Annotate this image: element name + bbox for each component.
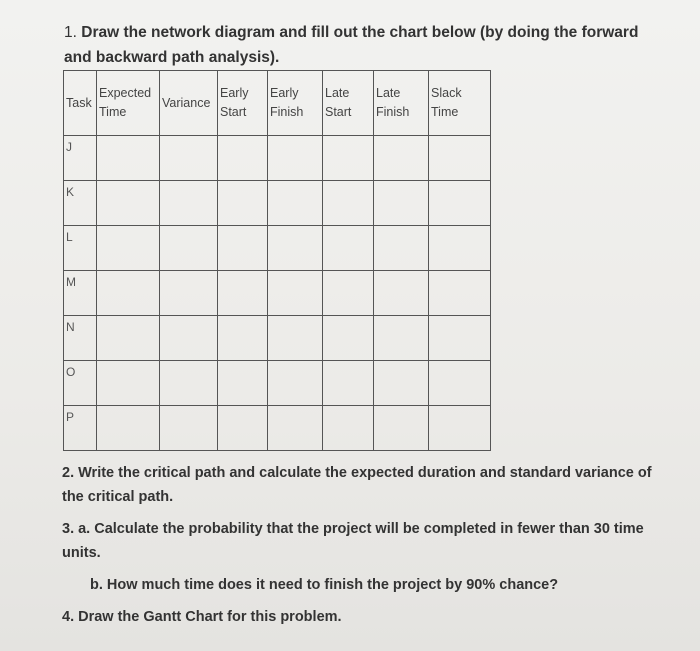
table-row bbox=[64, 271, 491, 316]
table-row bbox=[64, 406, 491, 451]
empty-cell bbox=[429, 226, 491, 271]
empty-cell bbox=[429, 406, 491, 451]
empty-cell bbox=[323, 136, 374, 181]
task-cell: K bbox=[64, 181, 97, 226]
empty-cell bbox=[160, 226, 218, 271]
empty-cell bbox=[429, 316, 491, 361]
empty-cell bbox=[218, 361, 268, 406]
table-header-row bbox=[64, 71, 491, 136]
question-1 bbox=[64, 20, 664, 70]
empty-cell bbox=[160, 406, 218, 451]
empty-cell bbox=[218, 406, 268, 451]
table-row bbox=[64, 136, 491, 181]
empty-cell bbox=[268, 136, 323, 181]
empty-cell bbox=[268, 406, 323, 451]
empty-cell bbox=[374, 316, 429, 361]
header-expected-time: Expected Time bbox=[97, 71, 160, 136]
empty-cell bbox=[160, 316, 218, 361]
empty-cell bbox=[268, 361, 323, 406]
empty-cell bbox=[323, 316, 374, 361]
empty-cell bbox=[97, 271, 160, 316]
header-slack-time: Slack Time bbox=[429, 71, 491, 136]
empty-cell bbox=[374, 136, 429, 181]
empty-cell bbox=[218, 136, 268, 181]
empty-cell bbox=[97, 361, 160, 406]
empty-cell bbox=[97, 136, 160, 181]
header-task: Task bbox=[64, 71, 97, 136]
empty-cell bbox=[97, 226, 160, 271]
empty-cell bbox=[218, 226, 268, 271]
empty-cell bbox=[218, 181, 268, 226]
question-3b: b. How much time does it need to finish the project by 90% chance? bbox=[90, 577, 559, 593]
task-cell: O bbox=[64, 361, 97, 406]
task-cell: M bbox=[64, 271, 97, 316]
empty-cell bbox=[374, 226, 429, 271]
empty-cell bbox=[268, 271, 323, 316]
empty-cell bbox=[218, 316, 268, 361]
table-row bbox=[64, 316, 491, 361]
empty-cell bbox=[429, 181, 491, 226]
empty-cell bbox=[429, 136, 491, 181]
task-cell: L bbox=[64, 226, 97, 271]
empty-cell bbox=[374, 361, 429, 406]
empty-cell bbox=[218, 271, 268, 316]
empty-cell bbox=[268, 226, 323, 271]
empty-cell bbox=[323, 361, 374, 406]
empty-cell bbox=[97, 316, 160, 361]
table-row bbox=[64, 181, 491, 226]
empty-cell bbox=[429, 271, 491, 316]
empty-cell bbox=[97, 181, 160, 226]
empty-cell bbox=[268, 316, 323, 361]
header-early-start: Early Start bbox=[218, 71, 268, 136]
empty-cell bbox=[160, 271, 218, 316]
empty-cell bbox=[374, 271, 429, 316]
task-cell: P bbox=[64, 406, 97, 451]
empty-cell bbox=[97, 406, 160, 451]
task-cell: N bbox=[64, 316, 97, 361]
empty-cell bbox=[160, 361, 218, 406]
table-row bbox=[64, 361, 491, 406]
empty-cell bbox=[160, 136, 218, 181]
header-late-start: Late Start bbox=[323, 71, 374, 136]
analysis-table bbox=[63, 70, 491, 451]
empty-cell bbox=[374, 406, 429, 451]
empty-cell bbox=[323, 271, 374, 316]
header-variance: Variance bbox=[160, 71, 218, 136]
header-late-finish: Late Finish bbox=[374, 71, 429, 136]
question-1-text: Draw the network diagram and fill out the chart below (by doing the forward and backward path analysis). bbox=[64, 24, 639, 66]
question-4: 4. Draw the Gantt Chart for this problem. bbox=[62, 609, 342, 625]
empty-cell bbox=[374, 181, 429, 226]
empty-cell bbox=[160, 181, 218, 226]
header-early-finish: Early Finish bbox=[268, 71, 323, 136]
question-3a: 3. a. Calculate the probability that the project will be completed in fewer than 30 time units. bbox=[62, 521, 644, 561]
question-1-number: 1. bbox=[64, 24, 77, 41]
empty-cell bbox=[268, 181, 323, 226]
table-row bbox=[64, 226, 491, 271]
question-2: 2. Write the critical path and calculate the expected duration and standard variance of the critical path. bbox=[62, 465, 652, 505]
empty-cell bbox=[323, 226, 374, 271]
task-cell: J bbox=[64, 136, 97, 181]
empty-cell bbox=[323, 181, 374, 226]
empty-cell bbox=[323, 406, 374, 451]
empty-cell bbox=[429, 361, 491, 406]
